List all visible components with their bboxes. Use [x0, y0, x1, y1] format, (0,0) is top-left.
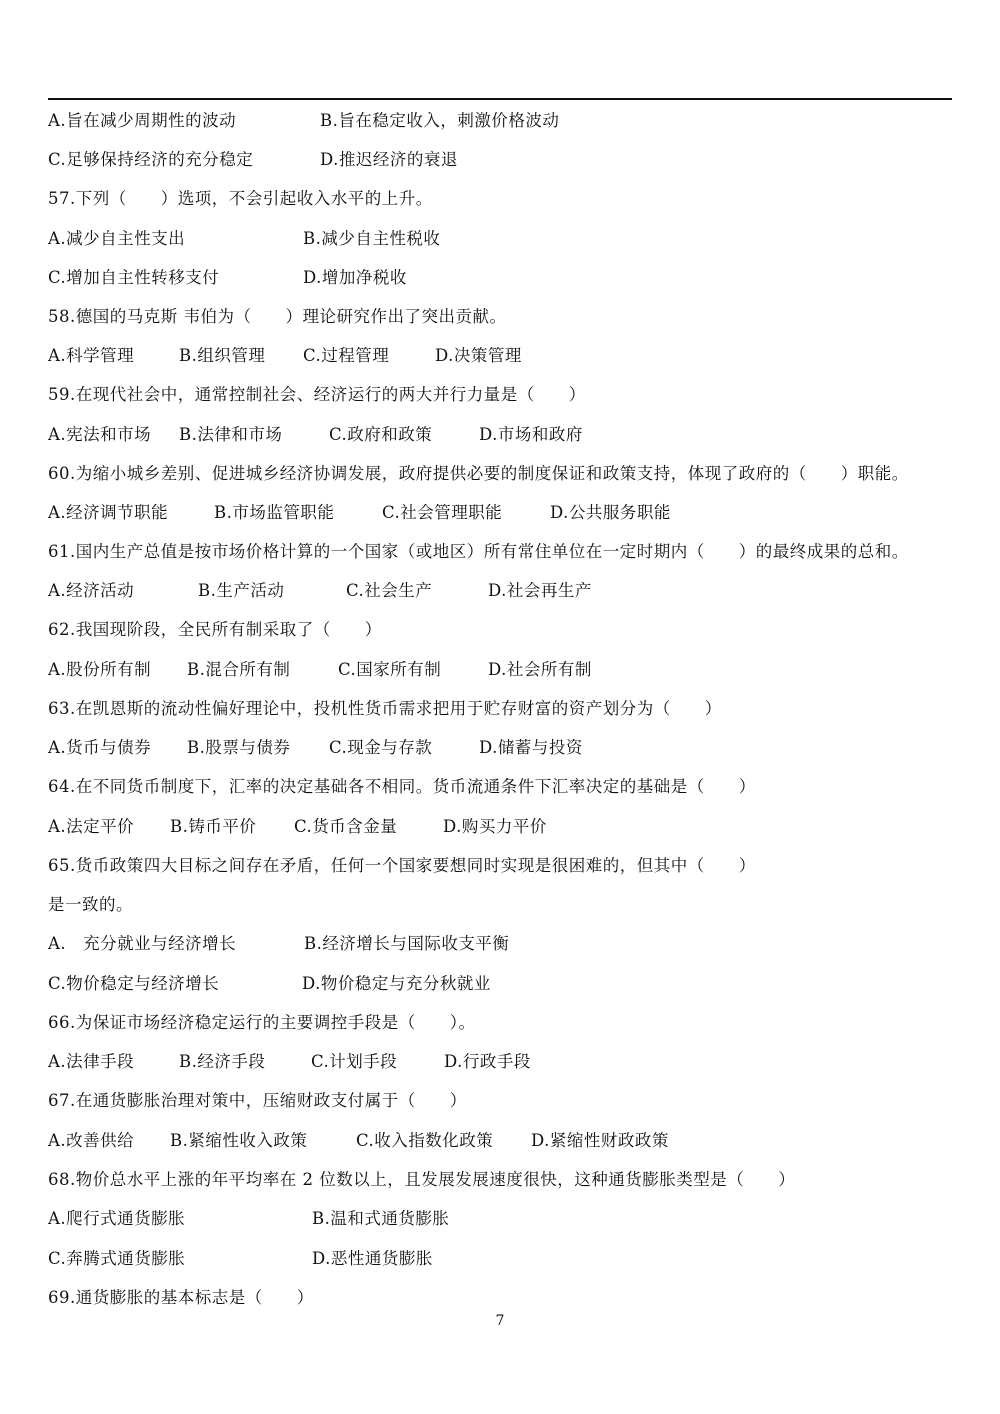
answer-option: A.减少自主性支出: [48, 229, 186, 248]
answer-option: A. 充分就业与经济增长: [48, 934, 237, 953]
options-row: [48, 1051, 952, 1073]
options-row: [48, 502, 952, 524]
answer-option: B.经济手段: [179, 1052, 266, 1071]
answer-option: B.经济增长与国际收支平衡: [304, 934, 510, 953]
answer-option: C.奔腾式通货膨胀: [48, 1249, 186, 1268]
question-text: 65.货币政策四大目标之间存在矛盾，任何一个国家要想同时实现是很困难的，但其中（ ）: [48, 856, 756, 875]
answer-option: D.物价稳定与充分秋就业: [302, 974, 491, 993]
answer-option: B.组织管理: [179, 346, 266, 365]
answer-option: D.市场和政府: [479, 425, 583, 444]
answer-option: A.改善供给: [48, 1131, 135, 1150]
options-row: [48, 228, 952, 250]
options-row: [48, 149, 952, 171]
answer-option: B.铸币平价: [170, 817, 257, 836]
options-row: [48, 345, 952, 367]
answer-option: D.社会再生产: [488, 581, 592, 600]
answer-option: C.政府和政策: [329, 425, 433, 444]
answer-option: C.收入指数化政策: [356, 1131, 494, 1150]
answer-option: C.增加自主性转移支付: [48, 268, 220, 287]
options-row: [48, 816, 952, 838]
answer-option: A.宪法和市场: [48, 425, 152, 444]
question-text: 64.在不同货币制度下，汇率的决定基础各不相同。货币流通条件下汇率决定的基础是（ ）: [48, 777, 756, 796]
answer-option: A.法律手段: [48, 1052, 135, 1071]
question-text: 58.德国的马克斯 韦伯为（ ）理论研究作出了突出贡献。: [48, 307, 507, 326]
answer-option: C.过程管理: [303, 346, 390, 365]
answer-option: A.货币与债券: [48, 738, 152, 757]
answer-option: A.法定平价: [48, 817, 135, 836]
answer-option: C.现金与存款: [329, 738, 433, 757]
answer-option: B.紧缩性收入政策: [170, 1131, 308, 1150]
answer-option: C.足够保持经济的充分稳定: [48, 150, 254, 169]
answer-option: B.减少自主性税收: [303, 229, 441, 248]
answer-option: D.社会所有制: [488, 660, 592, 679]
question-text: 60.为缩小城乡差别、促进城乡经济协调发展，政府提供必要的制度保证和政策支持，体现了政府的（ ）职能。: [48, 464, 909, 483]
answer-option: D.推迟经济的衰退: [320, 150, 458, 169]
options-row: [48, 659, 952, 681]
answer-option: B.旨在稳定收入，刺激价格波动: [320, 111, 560, 130]
answer-option: A.科学管理: [48, 346, 135, 365]
answer-option: D.决策管理: [435, 346, 522, 365]
options-row: [48, 267, 952, 289]
answer-option: D.购买力平价: [443, 817, 547, 836]
options-row: [48, 1208, 952, 1230]
answer-option: B.温和式通货膨胀: [312, 1209, 450, 1228]
question-text: 68.物价总水平上涨的年平均率在 2 位数以上，且发展发展速度很快，这种通货膨胀类型是（ ）: [48, 1170, 796, 1189]
answer-option: B.股票与债券: [187, 738, 291, 757]
options-row: [48, 737, 952, 759]
answer-option: A.经济调节职能: [48, 503, 169, 522]
answer-option: B.市场监管职能: [214, 503, 335, 522]
question-text: 59.在现代社会中，通常控制社会、经济运行的两大并行力量是（ ）: [48, 385, 586, 404]
answer-option: C.货币含金量: [294, 817, 398, 836]
options-row: [48, 973, 952, 995]
answer-option: C.计划手段: [311, 1052, 398, 1071]
question-text: 69.通货膨胀的基本标志是（ ）: [48, 1288, 314, 1307]
options-row: [48, 580, 952, 602]
question-text: 61.国内生产总值是按市场价格计算的一个国家（或地区）所有常住单位在一定时期内（ ）的最终成果的总和。: [48, 542, 909, 561]
answer-option: C.社会生产: [346, 581, 433, 600]
answer-option: B.法律和市场: [179, 425, 283, 444]
header-rule: [48, 98, 952, 100]
answer-option: D.恶性通货膨胀: [312, 1249, 433, 1268]
page-number: 7: [495, 1313, 505, 1329]
answer-option: A.旨在减少周期性的波动: [48, 111, 237, 130]
question-text: 是一致的。: [48, 895, 133, 914]
answer-option: A.经济活动: [48, 581, 135, 600]
options-row: [48, 110, 952, 132]
options-row: [48, 933, 952, 955]
answer-option: A.股份所有制: [48, 660, 152, 679]
answer-option: D.储蓄与投资: [479, 738, 583, 757]
answer-option: C.社会管理职能: [382, 503, 503, 522]
answer-option: C.物价稳定与经济增长: [48, 974, 220, 993]
options-row: [48, 1130, 952, 1152]
options-row: [48, 424, 952, 446]
answer-option: B.混合所有制: [187, 660, 291, 679]
answer-option: C.国家所有制: [338, 660, 442, 679]
options-row: [48, 1248, 952, 1270]
question-text: 66.为保证市场经济稳定运行的主要调控手段是（ ）。: [48, 1013, 476, 1032]
question-text: 67.在通货膨胀治理对策中，压缩财政支付属于（ ）: [48, 1091, 467, 1110]
answer-option: A.爬行式通货膨胀: [48, 1209, 186, 1228]
answer-option: B.生产活动: [198, 581, 285, 600]
answer-option: D.增加净税收: [303, 268, 407, 287]
question-text: 62.我国现阶段，全民所有制采取了（ ）: [48, 620, 382, 639]
question-text: 57.下列（ ）选项，不会引起收入水平的上升。: [48, 189, 433, 208]
answer-option: D.公共服务职能: [550, 503, 671, 522]
answer-option: D.紧缩性财政政策: [531, 1131, 669, 1150]
answer-option: D.行政手段: [444, 1052, 531, 1071]
question-text: 63.在凯恩斯的流动性偏好理论中，投机性货币需求把用于贮存财富的资产划分为（ ）: [48, 699, 722, 718]
